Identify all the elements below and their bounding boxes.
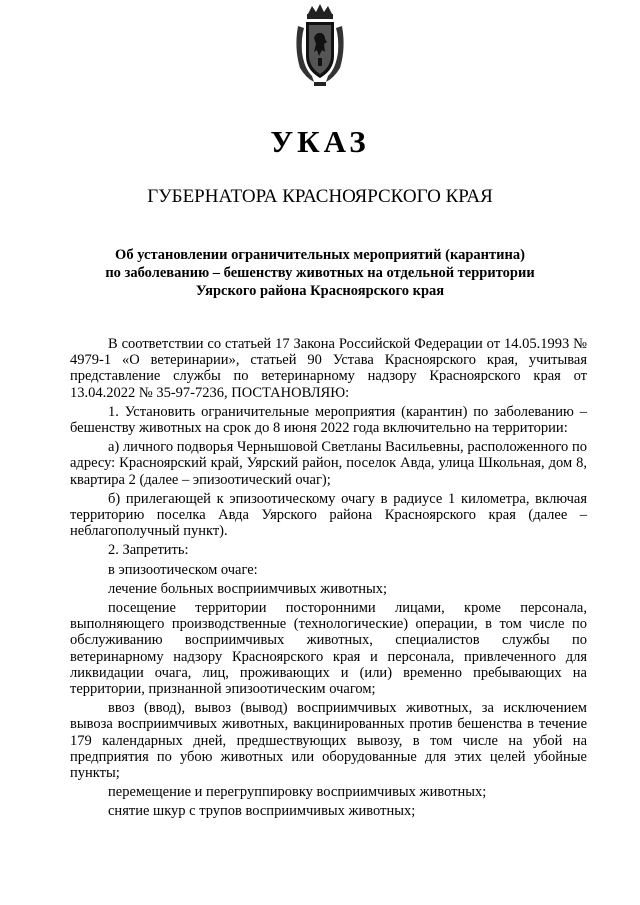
- heading-line: Об установлении ограничительных мероприятий (карантина): [115, 247, 525, 263]
- paragraph-preamble: В соответствии со статьей 17 Закона Российской Федерации от 14.05.1993 № 4979-1 «О ветеринарии», статьей 90 Устава Красноярского края, учитывая представление службы по ветеринарному надзору Красноярского края от 13.04.2022 № 35-97-7236, ПОСТАНОВЛЯЮ:: [70, 336, 587, 401]
- heading-line: Уярского района Красноярского края: [195, 283, 445, 299]
- paragraph-item-1b: б) прилегающей к эпизоотическому очагу в радиусе 1 километра, включая территорию поселка Авда Уярского района Красноярского края (далее – неблагополучный пункт).: [70, 490, 587, 540]
- paragraph-item-2: 2. Запретить:: [108, 542, 189, 559]
- paragraph-item-1a: а) личного подворья Чернышовой Светланы Васильевны, расположенного по адресу: Красноярский край, Уярский район, поселок Авда, улица Школьная, дом 8, квартира 2 (далее – эпизоотический очаг);: [70, 439, 587, 488]
- coat-of-arms-icon: [292, 4, 348, 88]
- paragraph-ban-regrouping: перемещение и перегруппировку восприимчивых животных;: [108, 784, 487, 801]
- decree-body: [70, 336, 587, 823]
- paragraph-ban-transport: ввоз (ввод), вывоз (вывод) восприимчивых животных, за исключением вывоза восприимчивых животных, вакцинированных против бешенства в течение 179 календарных дней, предшествующих вывозу, в том числе на убой на предприятия по убою животных или оборудованные для этих целей убойные пункты;: [70, 700, 587, 782]
- paragraph-item-1: 1. Установить ограничительные мероприятия (карантин) по заболеванию – бешенству животных на срок до 8 июня 2022 года включительно на территории:: [70, 403, 587, 437]
- decree-title: УКАЗ: [270, 124, 370, 159]
- heading-line: по заболеванию – бешенству животных на отдельной территории: [105, 265, 535, 281]
- decree-heading: [60, 246, 580, 300]
- paragraph-ban-visits: посещение территории посторонними лицами, кроме персонала, выполняющего производственные (технологические) операции, в том числе по обслуживанию восприимчивых животных, специалистов службы по ветеринарному надзору Красноярского края и персонала, привлеченного для ликвидации очага, лиц, проживающих и (или) временно пребывающих на территории, признанной эпизоотическим очагом;: [70, 600, 587, 698]
- paragraph-ban-treatment: лечение больных восприимчивых животных;: [108, 580, 387, 597]
- decree-issuer: ГУБЕРНАТОРА КРАСНОЯРСКОГО КРАЯ: [147, 186, 493, 207]
- paragraph-ban-skinning: снятие шкур с трупов восприимчивых животных;: [108, 803, 416, 820]
- paragraph-focus-intro: в эпизоотическом очаге:: [108, 561, 258, 578]
